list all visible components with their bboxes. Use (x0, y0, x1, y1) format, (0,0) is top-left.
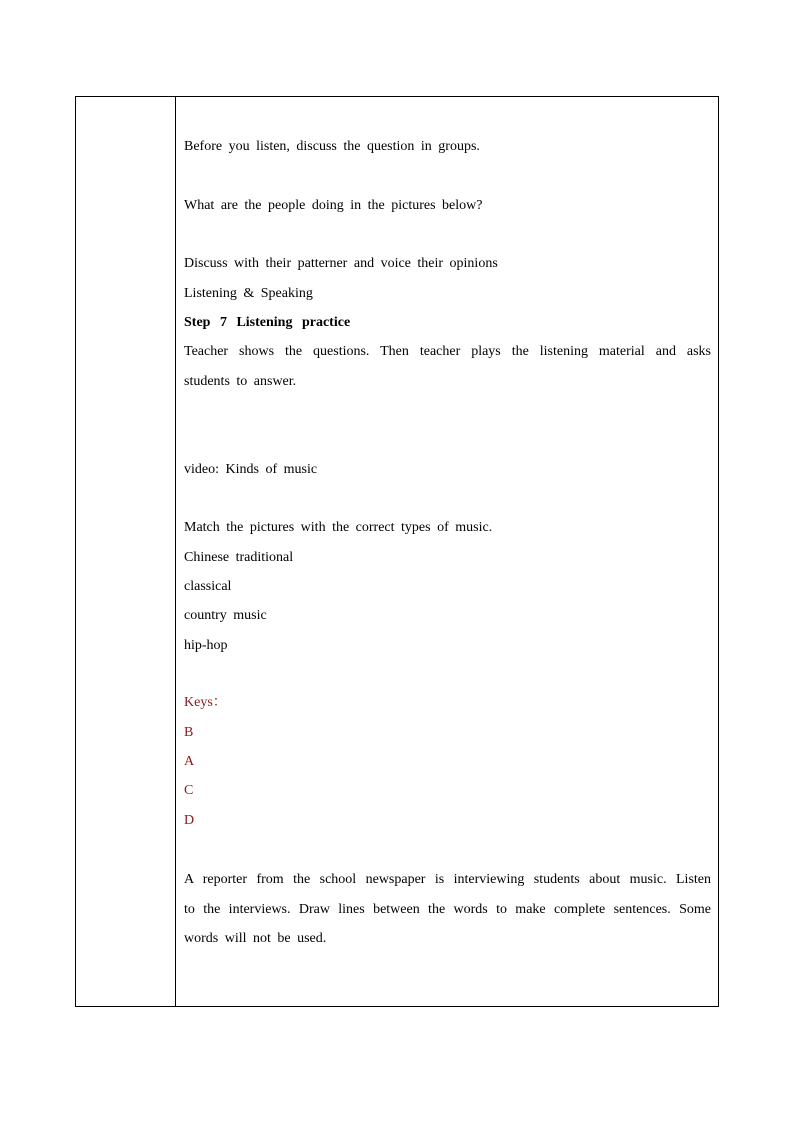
content-cell (177, 97, 718, 1006)
teacher-instruction-line-2: students to answer. (184, 374, 297, 389)
teacher-instruction-line-1: Teacher shows the questions. Then teacher plays the listening material and asks (184, 344, 711, 359)
discuss-note: Discuss with their patterner and voice their opinions (184, 256, 498, 271)
instruction-before-listen: Before you listen, discuss the question in groups. (184, 139, 480, 154)
music-type-country: country music (184, 608, 267, 623)
match-instruction: Match the pictures with the correct types of music. (184, 520, 493, 535)
left-column-cell (76, 97, 176, 1006)
keys-label: Keys： (184, 695, 227, 710)
reporter-instruction-line-2: to the interviews. Draw lines between the words to make complete sentences. Some (184, 902, 711, 917)
music-type-classical: classical (184, 579, 232, 594)
key-answer-2: A (184, 754, 195, 769)
lesson-table (75, 96, 719, 1007)
key-answer-1: B (184, 725, 194, 740)
reporter-instruction-line-3: words will not be used. (184, 931, 327, 946)
reporter-instruction-line-1: A reporter from the school newspaper is interviewing students about music. Listen (184, 872, 711, 887)
music-type-hip-hop: hip-hop (184, 638, 228, 653)
listening-speaking-label: Listening & Speaking (184, 286, 313, 301)
video-label: video: Kinds of music (184, 462, 318, 477)
step-7-heading: Step 7 Listening practice (184, 315, 351, 330)
question-people-doing: What are the people doing in the pictures below? (184, 198, 483, 213)
music-type-chinese-traditional: Chinese traditional (184, 550, 294, 565)
key-answer-3: C (184, 783, 194, 798)
key-answer-4: D (184, 813, 195, 828)
